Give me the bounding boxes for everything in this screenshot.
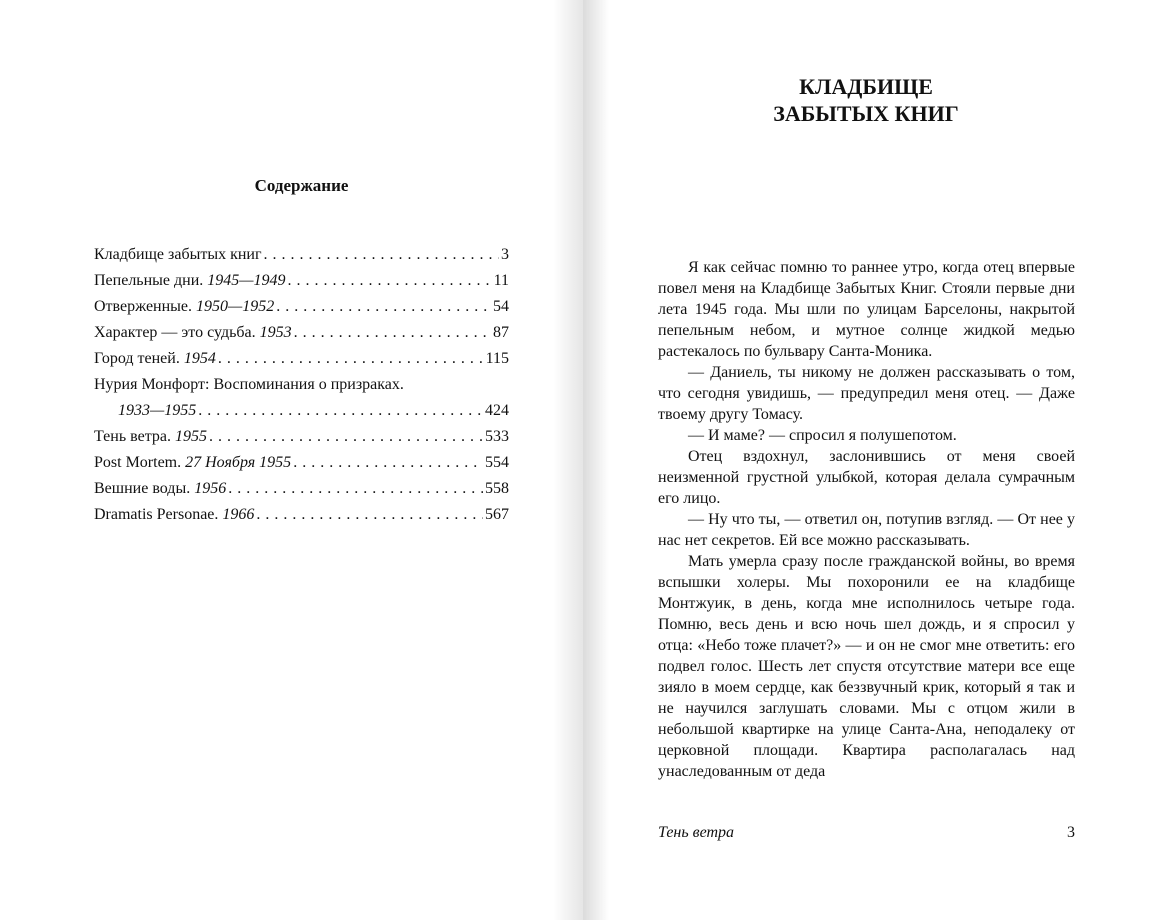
gutter-shadow — [583, 0, 609, 920]
toc-leader-dots — [228, 476, 483, 502]
toc-leader-dots — [276, 294, 491, 320]
toc-entry — [94, 476, 509, 502]
toc-entry-title: Характер — это судьба. — [94, 324, 256, 341]
toc-entry-page: 558 — [485, 480, 509, 497]
toc-entry-years: 1966 — [222, 506, 255, 523]
toc-leader-dots — [256, 502, 483, 528]
toc-entry-title: Post Mortem. — [94, 454, 182, 471]
chapter-title — [658, 73, 1074, 127]
chapter-body — [658, 257, 1075, 782]
toc-entry-years: 1953 — [259, 324, 292, 341]
page-number: 3 — [1067, 824, 1075, 841]
toc-entry-years: 1955 — [174, 428, 207, 445]
toc-entry-page: 424 — [485, 402, 509, 419]
paragraph: Отец вздохнул, заслонившись от меня своей неизменной грустной улыбкой, которая делала сумрачным его лицо. — [658, 448, 1075, 507]
paragraph: — Даниель, ты никому не должен рассказывать о том, что сегодня увидишь, — предупредил меня отец. — Даже твоему другу Томасу. — [658, 364, 1075, 423]
toc-entry-years: 1950—1952 — [196, 298, 275, 315]
toc-entry-years: 1954 — [183, 350, 216, 367]
toc-leader-dots — [264, 242, 499, 268]
running-footer-title: Тень ветра — [658, 824, 735, 841]
toc-entry — [94, 294, 509, 320]
toc-leader-dots — [218, 346, 484, 372]
toc-entry — [94, 268, 509, 294]
toc-entry — [94, 424, 509, 450]
toc-leader-dots — [209, 424, 483, 450]
toc-leader-dots — [288, 268, 492, 294]
toc-entry-years: 1956 — [194, 480, 227, 497]
toc-entry — [94, 450, 509, 476]
toc-entry-title: Кладбище забытых книг — [94, 246, 262, 263]
toc-entry-title: Dramatis Personae. — [94, 506, 219, 523]
toc-entry-title: Тень ветра. — [94, 428, 171, 445]
toc-entry-page: 115 — [485, 350, 509, 367]
paragraph: — И маме? — спросил я полушепотом. — [688, 427, 957, 444]
toc-entry-page: 567 — [485, 506, 509, 523]
toc-entry-page: 533 — [485, 428, 509, 445]
toc-entry-page: 3 — [501, 246, 509, 263]
toc-entry-continuation — [94, 398, 509, 424]
toc-entry-title: Город теней. — [94, 350, 180, 367]
chapter-title-line: КЛАДБИЩЕ — [799, 74, 933, 99]
toc-entry — [94, 320, 509, 346]
toc-entry — [94, 372, 509, 398]
toc-entry-page: 87 — [493, 324, 509, 341]
chapter-title-line: ЗАБЫТЫХ КНИГ — [773, 101, 959, 126]
toc-leader-dots — [293, 450, 483, 476]
toc-entry-years: 1945—1949 — [207, 272, 286, 289]
toc-entry-title: Пепельные дни. — [94, 272, 204, 289]
paragraph: Мать умерла сразу после гражданской войны, во время вспышки холеры. Мы похоронили ее на кладбище Монтжуик, в день, когда мне исполнилось четыре года. Помню, весь день и всю ночь шел дождь, и я спросил у отца: «Небо тоже плачет?» — и он не смог мне ответить: его подвел голос. Шесть лет спустя отсутствие матери все еще зияло в моем сердце, как беззвучный крик, который я так и не научился заглушать словами. Мы с отцом жили в небольшой квартирке на улице Санта-Ана, неподалеку от церковной площади. Квартира располагалась над унаследованным от деда — [658, 553, 1075, 780]
toc-leader-dots — [198, 398, 483, 424]
toc-leader-dots — [294, 320, 491, 346]
toc-entry-title: Вешние воды. — [94, 480, 191, 497]
toc-entry-page: 54 — [493, 298, 509, 315]
paragraph: — Ну что ты, — ответил он, потупив взгляд. — От нее у нас нет секретов. Ей все можно рассказывать. — [658, 511, 1075, 549]
toc-entry-page: 554 — [485, 454, 509, 471]
toc-entry-title: Отверженные. — [94, 298, 193, 315]
table-of-contents — [94, 242, 509, 528]
toc-entry-page: 11 — [493, 272, 509, 289]
toc-entry — [94, 242, 509, 268]
toc-entry — [94, 346, 509, 372]
toc-entry-years: 27 Ноября 1955 — [185, 454, 292, 471]
paragraph: Я как сейчас помню то раннее утро, когда отец впервые повел меня на Кладбище Забытых Книг. Стояли первые дни лета 1945 года. Мы шли по улицам Барселоны, накрытой пепельным небом, и мутное солнце жидкой медью растекалось по бульвару Санта-Моника. — [658, 259, 1075, 360]
toc-title: Содержание — [254, 176, 349, 195]
toc-entry-years: 1933—1955 — [118, 402, 197, 419]
toc-entry-title: Нурия Монфорт: Воспоминания о призраках. — [94, 376, 404, 393]
toc-entry — [94, 502, 509, 528]
gutter-shadow — [553, 0, 583, 920]
